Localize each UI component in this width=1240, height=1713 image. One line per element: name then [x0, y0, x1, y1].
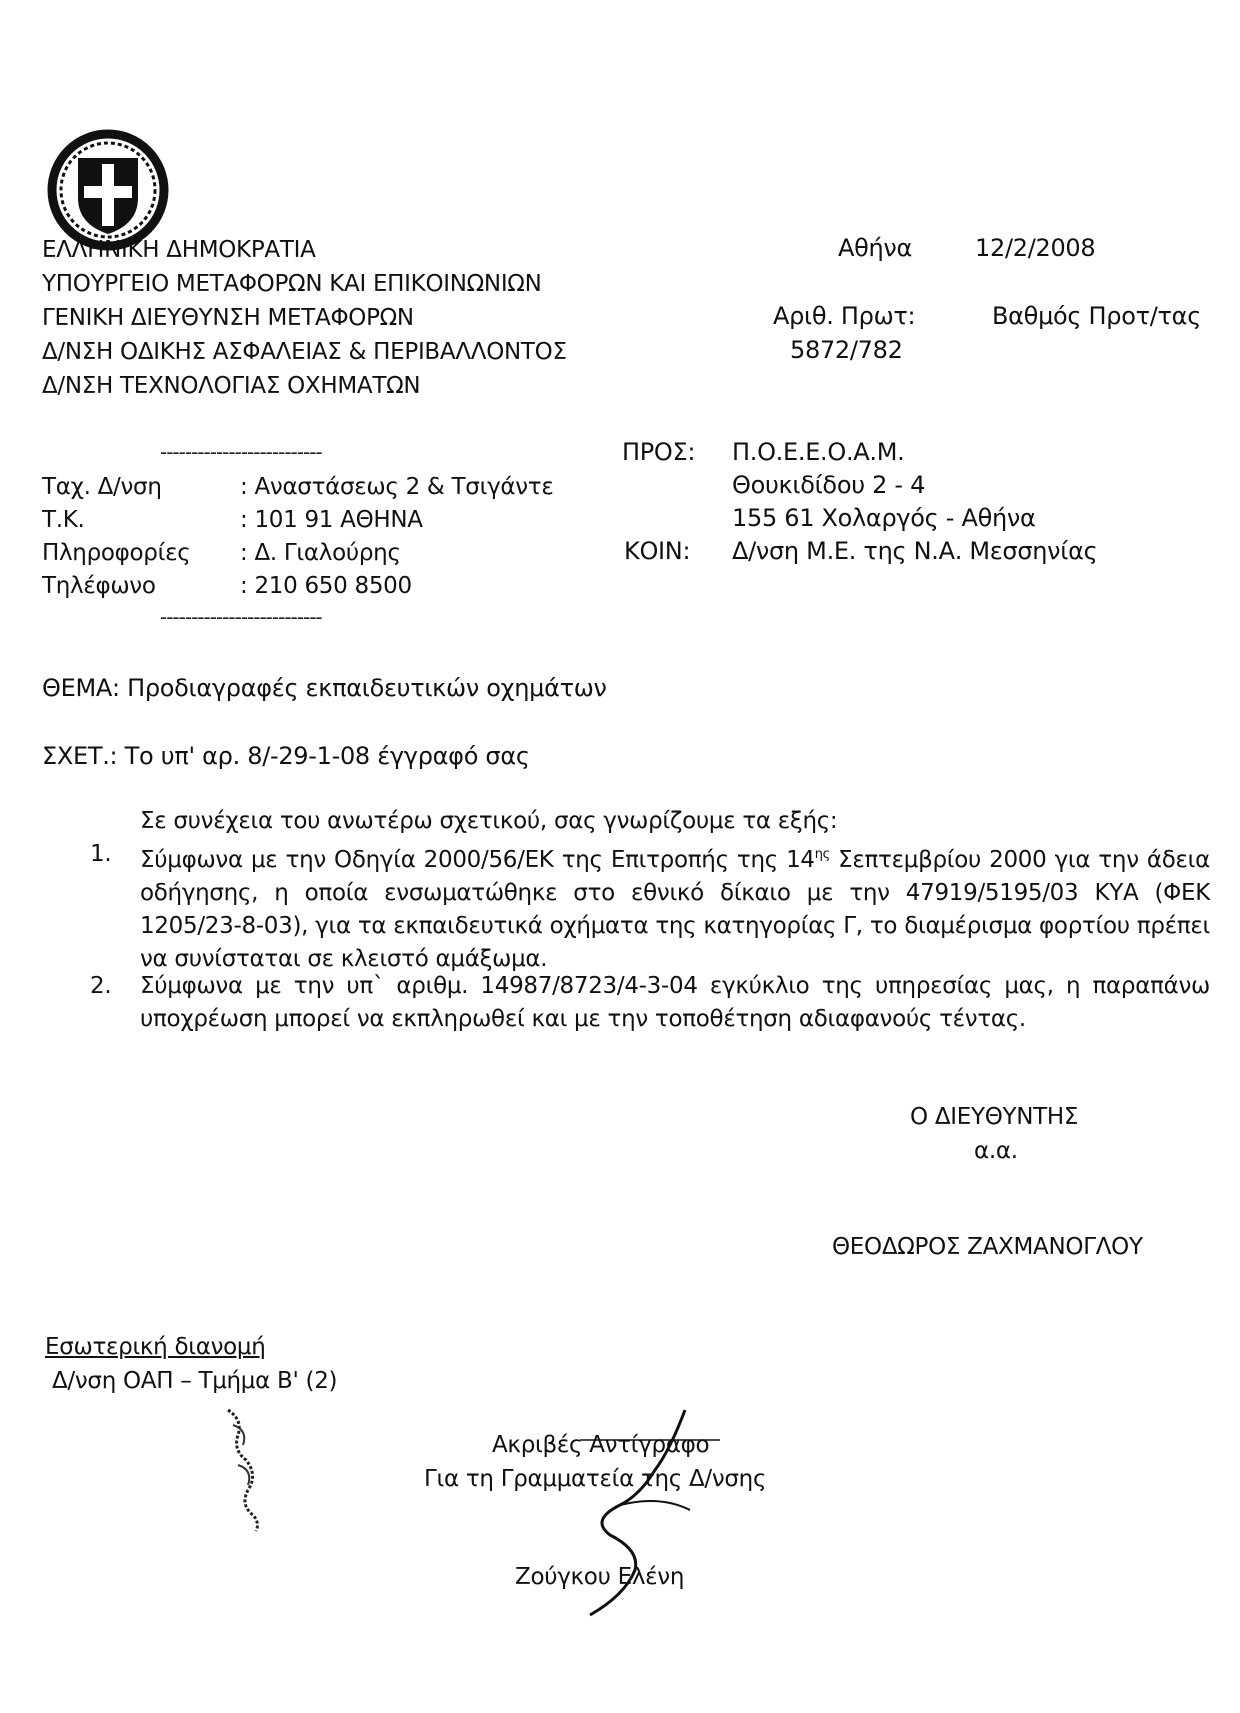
contact-separator-bottom: -------------------------- [160, 605, 322, 629]
header-line-3: ΓΕΝΙΚΗ ΔΙΕΥΘΥΝΣΗ ΜΕΤΑΦΟΡΩΝ [42, 305, 414, 331]
subject: ΘΕΜΑ: Προδιαγραφές εκπαιδευτικών οχημάτων [42, 674, 607, 702]
contact-value-postcode: : 101 91 ΑΘΗΝΑ [240, 507, 423, 533]
header-line-1: ΕΛΛΗΝΙΚΗ ΔΗΜΟΚΡΑΤΙΑ [42, 237, 316, 263]
signatory-title: Ο ΔΙΕΥΘΥΝΤΗΣ [910, 1104, 1079, 1130]
distribution-line: Δ/νση ΟΑΠ – Τμήμα Β' (2) [52, 1368, 338, 1394]
list-item-text: Σύμφωνα με την Οδηγία 2000/56/ΕΚ της Επιτροπής της $14^{\eta\varsigma}$ Σεπτεμβρίου 2000 για την άδεια οδήγησης, η οποία ενσωματώθηκε στο εθνικό δίκαιο με την 47919/5195/03 ΚΥΑ (ΦΕΚ 1205/23-8-03), για τα εκπαιδευτικά οχήματα της κατηγορίας Γ, το διαμέρισμα φορτίου πρέπει να συνίσταται σε κλειστό αμάξωμα. [140, 847, 1210, 972]
date: 12/2/2008 [975, 234, 1096, 262]
signature-mark [520, 1400, 760, 1620]
distribution-title: Εσωτερική διανομή [45, 1334, 266, 1360]
contact-label-info: Πληροφορίες [42, 540, 191, 566]
contact-value-phone: : 210 650 8500 [240, 573, 412, 599]
certified-line-1: Ακριβές Αντίγραφο [492, 1432, 710, 1458]
list-item-number: 1. [90, 841, 112, 867]
cc-value: Δ/νση Μ.Ε. της Ν.Α. Μεσσηνίας [732, 537, 1098, 565]
to-line-1: Π.Ο.Ε.Ε.Ο.Α.Μ. [732, 438, 905, 466]
contact-value-info: : Δ. Γιαλούρης [240, 540, 401, 566]
certified-name: Ζούγκου Ελένη [515, 1564, 685, 1590]
priority-label: Βαθμός Προτ/τας [992, 302, 1201, 330]
protocol-label: Αριθ. Πρωτ: [773, 302, 916, 330]
scribble-mark [218, 1405, 278, 1535]
list-item [90, 838, 1210, 976]
reference: ΣΧΕΤ.: Το υπ' αρ. 8/-29-1-08 έγγραφό σας [42, 742, 530, 770]
contact-label-phone: Τηλέφωνο [42, 573, 156, 599]
to-label: ΠΡΟΣ: [622, 438, 696, 466]
header-line-4: Δ/ΝΣΗ ΟΔΙΚΗΣ ΑΣΦΑΛΕΙΑΣ & ΠΕΡΙΒΑΛΛΟΝΤΟΣ [42, 339, 567, 365]
contact-label-address: Ταχ. Δ/νση [42, 474, 162, 500]
place: Αθήνα [838, 234, 913, 262]
to-line-3: 155 61 Χολαργός - Αθήνα [732, 504, 1036, 532]
signatory-oa: α.α. [974, 1138, 1018, 1164]
contact-value-address: : Αναστάσεως 2 & Τσιγάντε [240, 474, 554, 500]
list-item-number: 2. [90, 973, 112, 999]
list-item [90, 970, 1210, 1036]
body-intro: Σε συνέχεια του ανωτέρω σχετικού, σας γνωρίζουμε τα εξής: [140, 808, 838, 834]
contact-label-postcode: Τ.Κ. [42, 507, 85, 533]
superscript: ης [814, 847, 831, 862]
list-item-text: Σύμφωνα με την υπ` αριθμ. 14987/8723/4-3-04 εγκύκλιο της υπηρεσίας μας, η παραπάνω υποχρέωση μπορεί να εκπληρωθεί και με την τοποθέτηση αδιαφανούς τέντας. [140, 973, 1210, 1032]
certified-line-2: Για τη Γραμματεία της Δ/νσης [424, 1466, 767, 1492]
contact-separator-top: -------------------------- [160, 440, 322, 464]
protocol-number: 5872/782 [790, 336, 903, 364]
header-line-2: ΥΠΟΥΡΓΕΙΟ ΜΕΤΑΦΟΡΩΝ ΚΑΙ ΕΠΙΚΟΙΝΩΝΙΩΝ [42, 271, 542, 297]
signatory-name: ΘΕΟΔΩΡΟΣ ΖΑΧΜΑΝΟΓΛΟΥ [832, 1234, 1143, 1260]
to-line-2: Θουκιδίδου 2 - 4 [732, 471, 926, 499]
sender-header [42, 233, 567, 403]
cc-label: ΚΟΙΝ: [624, 537, 691, 565]
header-line-5: Δ/ΝΣΗ ΤΕΧΝΟΛΟΓΙΑΣ ΟΧΗΜΑΤΩΝ [42, 373, 421, 399]
